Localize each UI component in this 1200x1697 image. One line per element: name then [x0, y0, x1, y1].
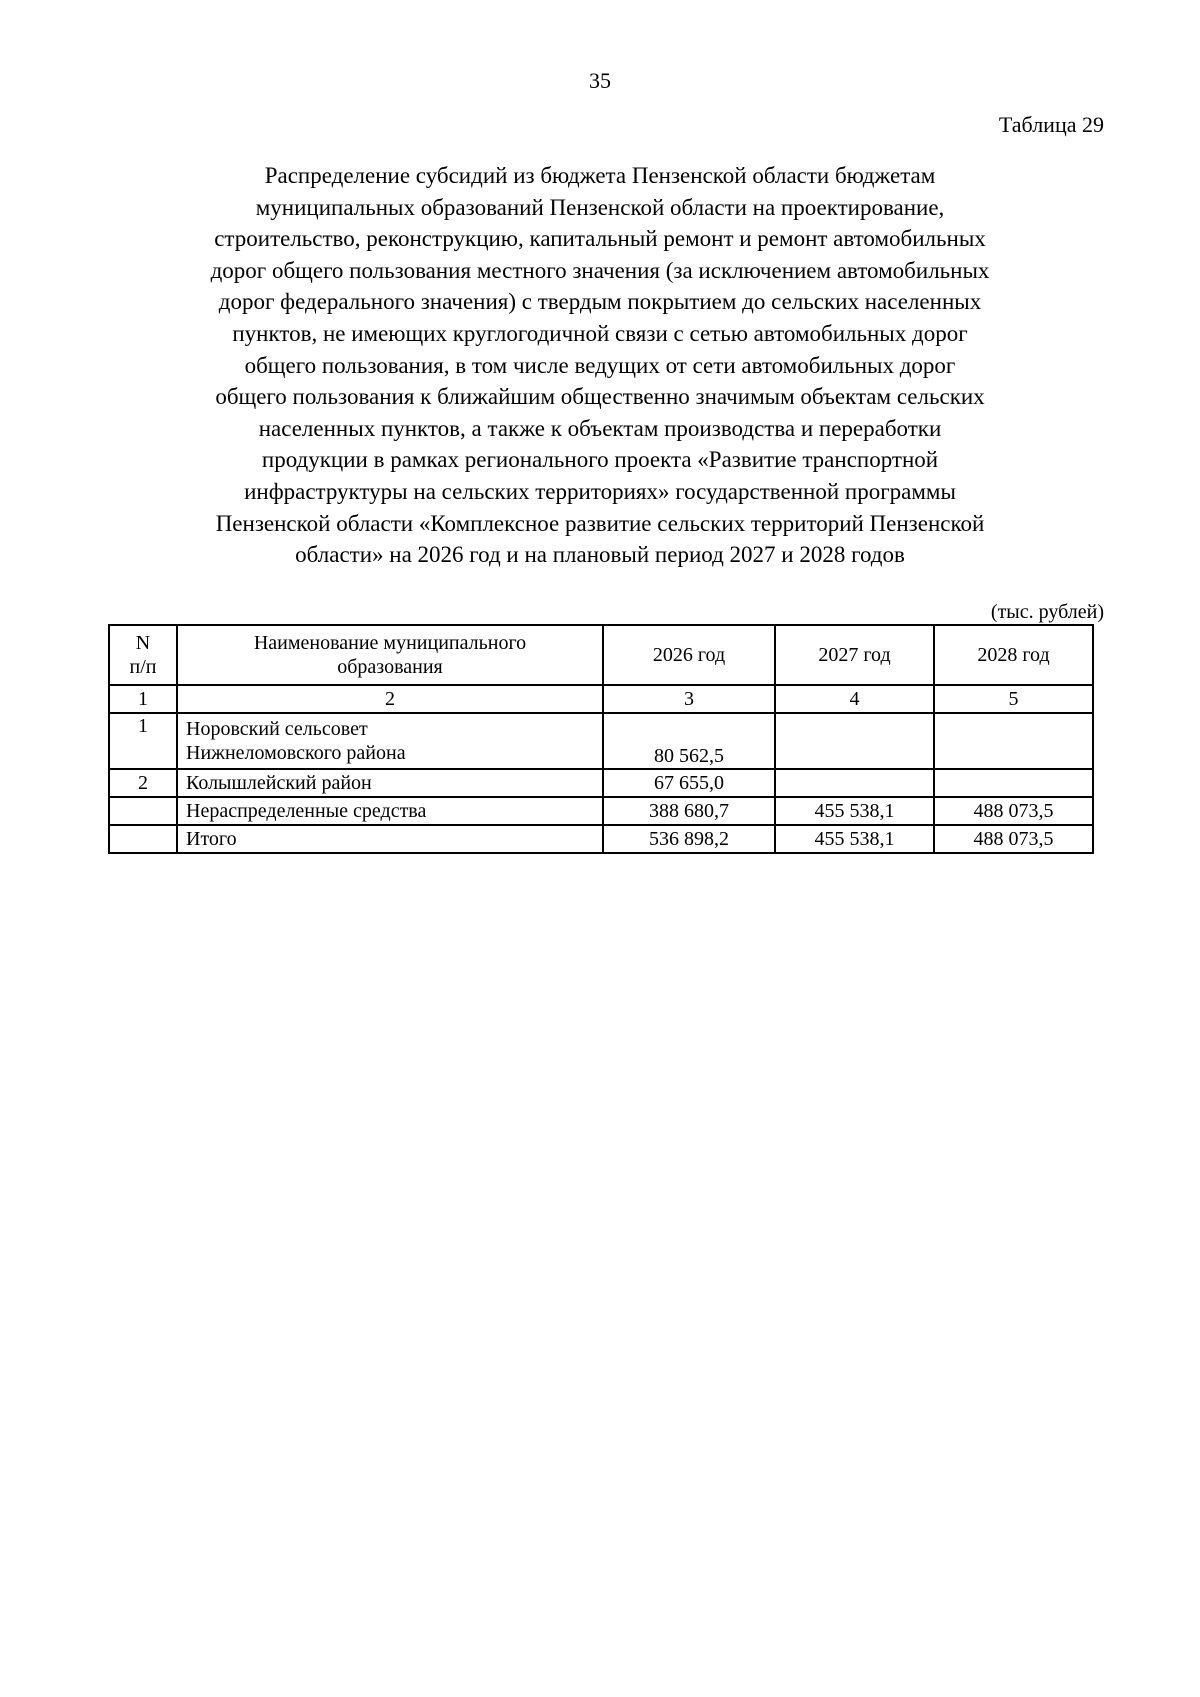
- title-line: дорог федерального значения) с твердым покрытием до сельских населенных: [218, 289, 982, 315]
- row-name-line: Норовский сельсовет: [186, 718, 368, 740]
- row-value-2026: 388 680,7: [603, 797, 775, 825]
- table-header-row: [109, 625, 1093, 685]
- row-name-line: Нижнеломовского района: [186, 742, 406, 764]
- column-index: 2: [177, 685, 603, 713]
- header-name-line: образования: [337, 656, 443, 678]
- title-line: населенных пунктов, а также к объектам производства и переработки: [258, 415, 942, 441]
- row-name: [177, 713, 603, 769]
- row-value-2028: [934, 713, 1093, 769]
- row-value-2026: 67 655,0: [603, 769, 775, 797]
- row-name: Итого: [177, 825, 603, 853]
- title-line: инфраструктуры на сельских территориях» государственной программы: [244, 478, 956, 504]
- header-2028: 2028 год: [934, 625, 1093, 685]
- header-num: [109, 625, 177, 685]
- row-value-2027: 455 538,1: [775, 797, 934, 825]
- header-name: [177, 625, 603, 685]
- header-num-line: N: [135, 632, 151, 654]
- table-row: [109, 825, 1093, 853]
- title-line: муниципальных образований Пензенской области на проектирование,: [255, 194, 945, 220]
- title-line: дорог общего пользования местного значения (за исключением автомобильных: [210, 257, 990, 283]
- title-line: строительство, реконструкцию, капитальный ремонт и ремонт автомобильных: [214, 226, 986, 252]
- title-line: пунктов, не имеющих круглогодичной связи с сетью автомобильных дорог: [232, 320, 968, 346]
- row-num: 2: [109, 769, 177, 797]
- row-name: Нераспределенные средства: [177, 797, 603, 825]
- subsidy-table: [108, 624, 1094, 854]
- row-name: Колышлейский район: [177, 769, 603, 797]
- title-line: Распределение субсидий из бюджета Пензенской области бюджетам: [264, 163, 936, 188]
- header-name-line: Наименование муниципального: [253, 632, 527, 654]
- units-note: (тыс. рублей): [990, 601, 1104, 623]
- title-line: продукции в рамках регионального проекта «Развитие транспортной: [261, 447, 939, 473]
- row-num: [109, 825, 177, 853]
- row-value-2028: [934, 769, 1093, 797]
- row-value-2027: 455 538,1: [775, 825, 934, 853]
- row-value-2027: [775, 769, 934, 797]
- column-index-row: [109, 685, 1093, 713]
- title-line: области» на 2026 год и на плановый период 2027 и 2028 годов: [295, 542, 905, 568]
- row-value-2027: [775, 713, 934, 769]
- document-title: [108, 160, 1092, 571]
- title-line: Пензенской области «Комплексное развитие сельских территорий Пензенской: [215, 510, 985, 536]
- table-label: Таблица 29: [998, 112, 1104, 137]
- table-row: [109, 713, 1093, 769]
- column-index: 1: [109, 685, 177, 713]
- row-value-2026: 536 898,2: [603, 825, 775, 853]
- table-row: [109, 769, 1093, 797]
- row-num: [109, 797, 177, 825]
- table-row: [109, 797, 1093, 825]
- title-line: общего пользования, в том числе ведущих от сети автомобильных дорог: [244, 352, 956, 378]
- row-value-2028: 488 073,5: [934, 797, 1093, 825]
- row-value-2026: 80 562,5: [603, 713, 775, 769]
- header-num-line: п/п: [129, 656, 157, 678]
- row-value-2028: 488 073,5: [934, 825, 1093, 853]
- column-index: 4: [775, 685, 934, 713]
- column-index: 3: [603, 685, 775, 713]
- title-line: общего пользования к ближайшим общественно значимым объектам сельских: [215, 384, 985, 410]
- row-num: 1: [109, 713, 177, 769]
- column-index: 5: [934, 685, 1093, 713]
- header-2027: 2027 год: [775, 625, 934, 685]
- page-number: 35: [589, 68, 611, 93]
- header-2026: 2026 год: [603, 625, 775, 685]
